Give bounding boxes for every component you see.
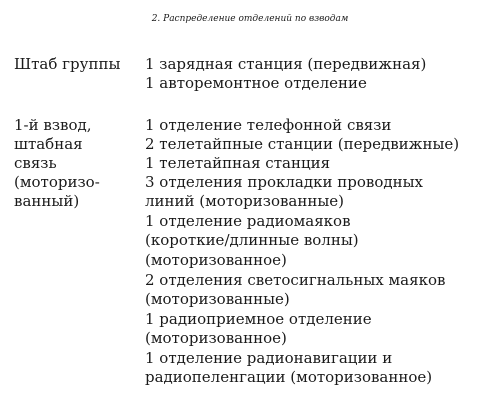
section-title: 2. Распределение отделений по взводам [151, 14, 349, 24]
assignment-line: 1 авторемонтное отделение [145, 74, 367, 92]
unit-label-line: 1-й взвод, [14, 116, 92, 134]
assignment-line: 1 телетайпная станция [145, 154, 331, 172]
unit-label-line: ванный) [14, 192, 80, 210]
assignment-line: 1 отделение радиомаяков [145, 212, 351, 230]
assignment-line: (короткие/длинные волны) [145, 231, 359, 249]
assignment-line: 1 радиоприемное отделение [145, 310, 372, 328]
assignment-line: (моторизованное) [145, 251, 287, 269]
unit-label-line: (моторизо- [14, 173, 100, 191]
assignment-line: радиопеленгации (моторизованное) [145, 368, 433, 386]
unit-label-line: связь [14, 154, 57, 172]
assignment-line: 1 зарядная станция (передвижная) [145, 55, 427, 73]
assignment-line: 2 отделения светосигнальных маяков [145, 271, 446, 289]
assignment-line: 2 телетайпные станции (передвижные) [145, 135, 460, 153]
unit-label-line: Штаб группы [14, 55, 121, 73]
assignment-line: (моторизованное) [145, 329, 287, 347]
assignment-line: 1 отделение радионавигации и [145, 349, 393, 367]
assignment-line: 3 отделения прокладки проводных [145, 173, 423, 191]
assignment-line: (моторизованные) [145, 290, 290, 308]
assignment-line: линий (моторизованные) [145, 192, 345, 210]
unit-label-line: штабная [14, 135, 83, 153]
assignment-line: 1 отделение телефонной связи [145, 116, 392, 134]
